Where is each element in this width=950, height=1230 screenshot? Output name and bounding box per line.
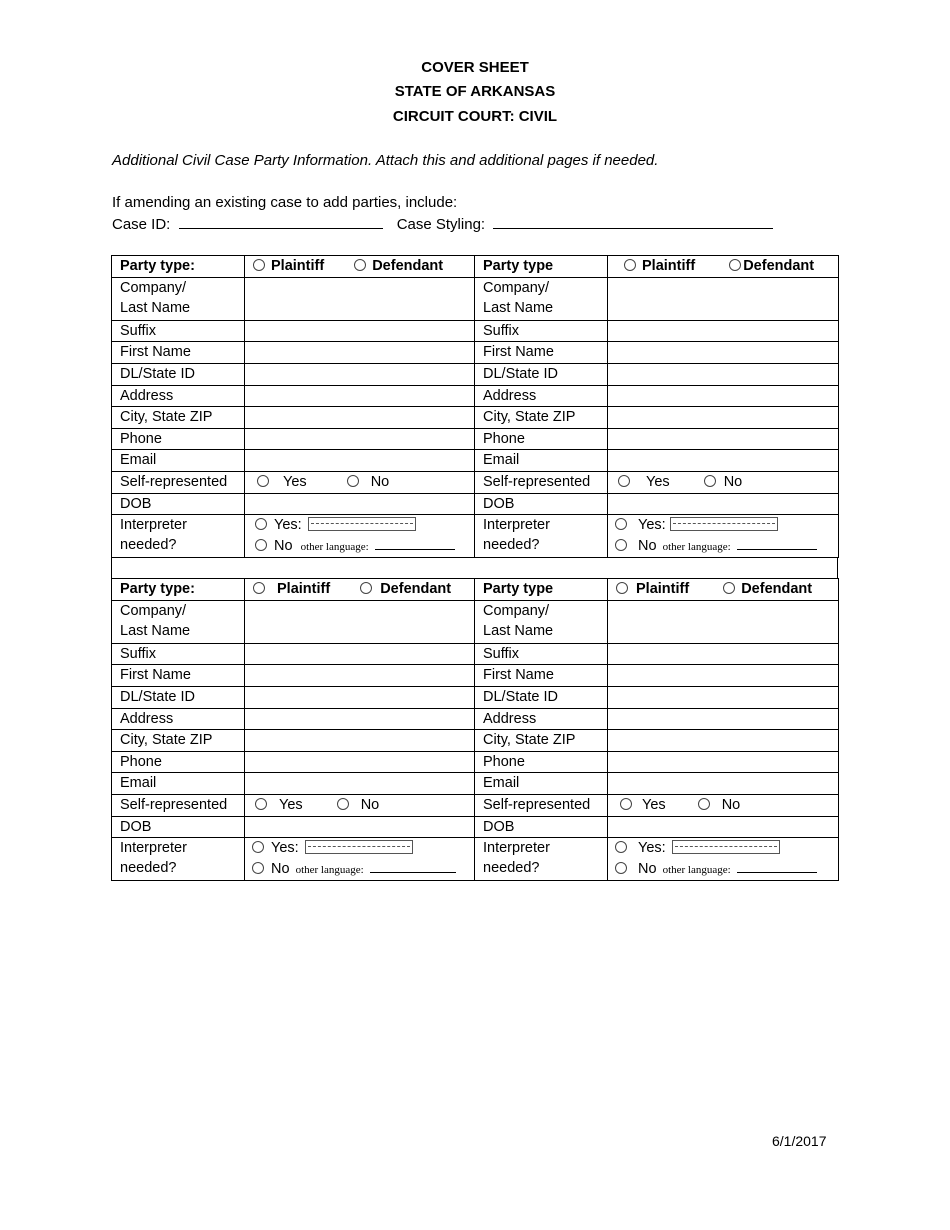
interpreter-options	[245, 515, 475, 558]
plaintiff-radio[interactable]	[624, 259, 636, 271]
suffix-label: Suffix	[112, 643, 245, 665]
party-type-label: Party type:	[112, 256, 245, 278]
table-row	[112, 320, 839, 342]
city-state-zip-field[interactable]	[245, 730, 475, 752]
dl-state-id-field[interactable]	[608, 363, 839, 385]
company-label: Company/ Last Name	[475, 277, 608, 320]
dob-label: DOB	[112, 816, 245, 838]
interpreter-label: Interpreter needed?	[475, 838, 608, 881]
company-field[interactable]	[608, 277, 839, 320]
self-represented-label: Self-represented	[112, 794, 245, 816]
cover-sheet-title: COVER SHEET	[421, 59, 529, 76]
email-label: Email	[112, 773, 245, 795]
interpreter-no-option[interactable]: No other language:	[252, 859, 474, 880]
table-row	[112, 450, 839, 472]
defendant-option[interactable]: Defendant	[723, 579, 812, 599]
self-represented-options	[608, 794, 839, 816]
first-name-label: First Name	[112, 665, 245, 687]
city-state-zip-label: City, State ZIP	[112, 730, 245, 752]
address-label: Address	[112, 385, 245, 407]
state-title: STATE OF ARKANSAS	[394, 83, 556, 100]
email-label: Email	[475, 773, 608, 795]
table-row	[112, 665, 839, 687]
table-row	[112, 493, 839, 515]
defendant-radio[interactable]	[354, 259, 366, 271]
self-rep-yes-option[interactable]: Yes	[257, 472, 307, 492]
language-box[interactable]	[305, 840, 413, 854]
other-language-field[interactable]	[370, 862, 456, 873]
defendant-radio[interactable]	[360, 582, 372, 594]
company-field[interactable]	[608, 600, 839, 643]
address-label: Address	[475, 385, 608, 407]
interpreter-no-option[interactable]: No other language:	[615, 859, 838, 880]
yes-radio[interactable]	[620, 798, 632, 810]
plaintiff-radio[interactable]	[616, 582, 628, 594]
interpreter-no-option[interactable]: No other language:	[255, 536, 474, 557]
case-info-line	[112, 214, 773, 233]
interpreter-yes-option[interactable]: Yes:	[255, 515, 474, 536]
interpreter-yes-option[interactable]: Yes:	[252, 838, 474, 859]
self-represented-label: Self-represented	[112, 471, 245, 493]
dl-state-id-label: DL/State ID	[475, 363, 608, 385]
dl-state-id-field[interactable]	[608, 686, 839, 708]
company-label: Company/ Last Name	[112, 600, 245, 643]
interpreter-yes-option[interactable]: Yes:	[615, 838, 838, 859]
dob-field[interactable]	[608, 493, 839, 515]
interpreter-label: Interpreter needed?	[112, 515, 245, 558]
self-rep-no-option[interactable]: No	[347, 472, 390, 492]
email-field[interactable]	[245, 773, 475, 795]
first-name-label: First Name	[112, 342, 245, 364]
party-type-label: Party type:	[112, 579, 245, 601]
party-table-2	[111, 578, 839, 881]
party-table-1	[111, 255, 839, 558]
company-field[interactable]	[245, 600, 475, 643]
email-label: Email	[112, 450, 245, 472]
table-spacer-row	[111, 557, 838, 578]
address-label: Address	[112, 708, 245, 730]
defendant-radio[interactable]	[723, 582, 735, 594]
defendant-option[interactable]: Defendant	[360, 579, 451, 599]
case-id-label: Case ID:	[112, 216, 171, 233]
self-represented-options	[245, 471, 475, 493]
additional-info-note: Additional Civil Case Party Information. Attach this and additional pages if needed.	[112, 152, 659, 169]
address-field[interactable]	[245, 385, 475, 407]
table-row	[112, 686, 839, 708]
self-represented-options	[245, 794, 475, 816]
suffix-field[interactable]	[245, 643, 475, 665]
first-name-field[interactable]	[245, 665, 475, 687]
table-row	[112, 730, 839, 752]
language-box[interactable]	[308, 517, 416, 531]
phone-field[interactable]	[608, 751, 839, 773]
table-row	[112, 600, 839, 643]
interpreter-yes-option[interactable]: Yes:	[615, 515, 838, 536]
interpreter-no-option[interactable]: No other language:	[615, 536, 838, 557]
table-row	[112, 515, 839, 558]
no-radio[interactable]	[255, 539, 267, 551]
plaintiff-radio[interactable]	[253, 259, 265, 271]
first-name-field[interactable]	[608, 665, 839, 687]
other-language-field[interactable]	[375, 539, 455, 550]
language-box[interactable]	[672, 840, 780, 854]
yes-radio[interactable]	[257, 475, 269, 487]
suffix-field[interactable]	[245, 320, 475, 342]
city-state-zip-label: City, State ZIP	[112, 407, 245, 429]
phone-field[interactable]	[245, 751, 475, 773]
plaintiff-option[interactable]: Plaintiff	[253, 579, 330, 599]
city-state-zip-field[interactable]	[608, 407, 839, 429]
dob-label: DOB	[475, 493, 608, 515]
defendant-option[interactable]: Defendant	[729, 256, 814, 276]
email-field[interactable]	[608, 450, 839, 472]
table-row	[112, 579, 839, 601]
table-row	[112, 751, 839, 773]
dob-field[interactable]	[245, 816, 475, 838]
self-rep-no-option[interactable]: No	[337, 795, 380, 815]
yes-radio[interactable]	[255, 798, 267, 810]
city-state-zip-field[interactable]	[608, 730, 839, 752]
self-rep-yes-option[interactable]: Yes	[618, 472, 670, 492]
case-styling-label: Case Styling:	[396, 216, 486, 233]
phone-label: Phone	[475, 428, 608, 450]
company-label: Company/ Last Name	[475, 600, 608, 643]
phone-label: Phone	[475, 751, 608, 773]
party-type-label: Party type	[475, 579, 608, 601]
interpreter-options	[608, 515, 839, 558]
first-name-label: First Name	[475, 342, 608, 364]
no-radio[interactable]	[704, 475, 716, 487]
city-state-zip-label: City, State ZIP	[475, 407, 608, 429]
address-label: Address	[475, 708, 608, 730]
table-row	[112, 256, 839, 278]
table-row	[112, 794, 839, 816]
first-name-field[interactable]	[245, 342, 475, 364]
plaintiff-radio[interactable]	[253, 582, 265, 594]
yes-radio[interactable]	[618, 475, 630, 487]
case-id-field[interactable]	[179, 214, 383, 229]
self-rep-no-option[interactable]: No	[698, 795, 741, 815]
table-row	[112, 816, 839, 838]
dob-label: DOB	[112, 493, 245, 515]
party-type-options	[245, 256, 475, 278]
table-row	[112, 407, 839, 429]
self-rep-yes-option[interactable]: Yes	[255, 795, 303, 815]
plaintiff-option[interactable]: Plaintiff	[253, 256, 324, 276]
address-field[interactable]	[245, 708, 475, 730]
party-type-options	[608, 579, 839, 601]
revision-date: 6/1/2017	[772, 1133, 827, 1149]
no-radio[interactable]	[615, 862, 627, 874]
phone-field[interactable]	[245, 428, 475, 450]
table-row	[112, 363, 839, 385]
interpreter-options	[608, 838, 839, 881]
table-row	[112, 428, 839, 450]
company-field[interactable]	[245, 277, 475, 320]
defendant-radio[interactable]	[729, 259, 741, 271]
self-rep-yes-option[interactable]: Yes	[620, 795, 666, 815]
dob-field[interactable]	[245, 493, 475, 515]
yes-radio[interactable]	[255, 518, 267, 530]
defendant-option[interactable]: Defendant	[354, 256, 443, 276]
city-state-zip-field[interactable]	[245, 407, 475, 429]
table-row	[112, 708, 839, 730]
no-radio[interactable]	[252, 862, 264, 874]
table-row	[112, 838, 839, 881]
first-name-field[interactable]	[608, 342, 839, 364]
table-row	[112, 277, 839, 320]
self-represented-options	[608, 471, 839, 493]
self-represented-label: Self-represented	[475, 794, 608, 816]
yes-radio[interactable]	[615, 518, 627, 530]
city-state-zip-label: City, State ZIP	[475, 730, 608, 752]
table-row	[112, 643, 839, 665]
email-field[interactable]	[245, 450, 475, 472]
case-styling-field[interactable]	[493, 214, 773, 229]
dl-state-id-label: DL/State ID	[112, 686, 245, 708]
dl-state-id-field[interactable]	[245, 363, 475, 385]
suffix-field[interactable]	[608, 320, 839, 342]
table-row	[112, 342, 839, 364]
plaintiff-option[interactable]: Plaintiff	[624, 256, 695, 276]
yes-radio[interactable]	[615, 841, 627, 853]
company-label: Company/ Last Name	[112, 277, 245, 320]
court-title: CIRCUIT COURT: CIVIL	[392, 108, 558, 125]
suffix-field[interactable]	[608, 643, 839, 665]
no-radio[interactable]	[337, 798, 349, 810]
party-type-options	[245, 579, 475, 601]
address-field[interactable]	[608, 708, 839, 730]
email-field[interactable]	[608, 773, 839, 795]
other-language-field[interactable]	[737, 539, 817, 550]
suffix-label: Suffix	[112, 320, 245, 342]
dl-state-id-label: DL/State ID	[475, 686, 608, 708]
party-type-label: Party type	[475, 256, 608, 278]
amending-instructions: If amending an existing case to add parties, include:	[112, 194, 458, 211]
table-row	[112, 471, 839, 493]
other-language-field[interactable]	[737, 862, 817, 873]
email-label: Email	[475, 450, 608, 472]
first-name-label: First Name	[475, 665, 608, 687]
dob-field[interactable]	[608, 816, 839, 838]
self-represented-label: Self-represented	[475, 471, 608, 493]
suffix-label: Suffix	[475, 320, 608, 342]
interpreter-label: Interpreter needed?	[112, 838, 245, 881]
phone-label: Phone	[112, 751, 245, 773]
yes-radio[interactable]	[252, 841, 264, 853]
self-rep-no-option[interactable]: No	[704, 472, 743, 492]
suffix-label: Suffix	[475, 643, 608, 665]
address-field[interactable]	[608, 385, 839, 407]
party-type-options	[608, 256, 839, 278]
no-radio[interactable]	[347, 475, 359, 487]
no-radio[interactable]	[698, 798, 710, 810]
dl-state-id-field[interactable]	[245, 686, 475, 708]
interpreter-label: Interpreter needed?	[475, 515, 608, 558]
dl-state-id-label: DL/State ID	[112, 363, 245, 385]
phone-label: Phone	[112, 428, 245, 450]
dob-label: DOB	[475, 816, 608, 838]
no-radio[interactable]	[615, 539, 627, 551]
table-row	[112, 773, 839, 795]
language-box[interactable]	[670, 517, 778, 531]
table-row	[112, 385, 839, 407]
plaintiff-option[interactable]: Plaintiff	[616, 579, 689, 599]
interpreter-options	[245, 838, 475, 881]
phone-field[interactable]	[608, 428, 839, 450]
